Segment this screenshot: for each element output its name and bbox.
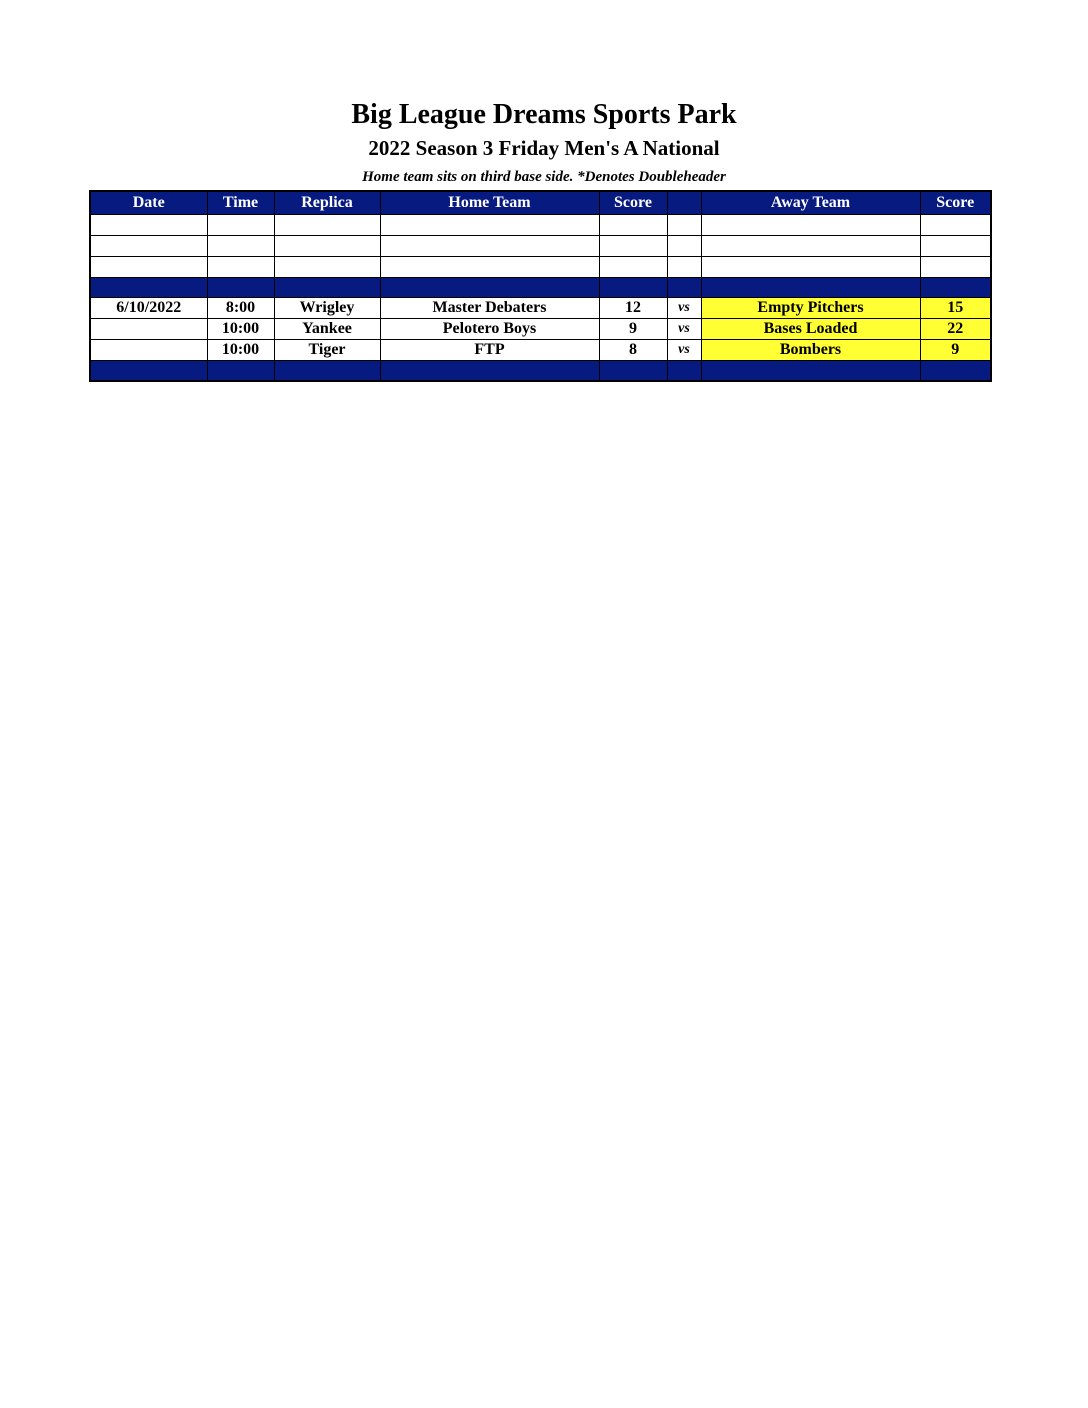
empty-cell: [90, 215, 207, 236]
vs-label: vs: [667, 319, 701, 340]
schedule-table: [89, 190, 992, 382]
empty-cell: [274, 257, 380, 278]
empty-cell: [667, 236, 701, 257]
home-team: Pelotero Boys: [380, 319, 599, 340]
empty-cell: [207, 257, 274, 278]
empty-cell: [667, 215, 701, 236]
table-header-row: [90, 191, 991, 215]
column-header-time: Time: [207, 191, 274, 215]
away-score: 22: [920, 319, 991, 340]
column-header-replica: Replica: [274, 191, 380, 215]
game-replica: Tiger: [274, 340, 380, 361]
band-cell: [920, 278, 991, 298]
separator-band: [90, 278, 991, 298]
column-header-home-team: Home Team: [380, 191, 599, 215]
column-header-away-score: Score: [920, 191, 991, 215]
band-cell: [90, 278, 207, 298]
game-row: [90, 340, 991, 361]
vs-label: vs: [667, 340, 701, 361]
column-header-date: Date: [90, 191, 207, 215]
vs-label: vs: [667, 298, 701, 319]
home-team: FTP: [380, 340, 599, 361]
band-cell: [667, 361, 701, 382]
empty-cell: [380, 215, 599, 236]
game-date: 6/10/2022: [90, 298, 207, 319]
empty-cell: [599, 257, 667, 278]
band-cell: [380, 278, 599, 298]
band-cell: [380, 361, 599, 382]
empty-cell: [599, 236, 667, 257]
game-row: [90, 298, 991, 319]
band-cell: [599, 278, 667, 298]
game-time: 8:00: [207, 298, 274, 319]
game-replica: Wrigley: [274, 298, 380, 319]
home-score: 12: [599, 298, 667, 319]
home-score: 8: [599, 340, 667, 361]
band-cell: [599, 361, 667, 382]
empty-cell: [701, 236, 920, 257]
game-date: [90, 340, 207, 361]
blank-row: [90, 215, 991, 236]
band-cell: [667, 278, 701, 298]
empty-cell: [920, 236, 991, 257]
empty-cell: [90, 236, 207, 257]
column-header-away-team: Away Team: [701, 191, 920, 215]
empty-cell: [599, 215, 667, 236]
game-time: 10:00: [207, 340, 274, 361]
empty-cell: [667, 257, 701, 278]
column-header-vs: [667, 191, 701, 215]
band-cell: [701, 278, 920, 298]
page-title: Big League Dreams Sports Park: [351, 99, 737, 130]
band-cell: [701, 361, 920, 382]
band-cell: [207, 278, 274, 298]
home-score: 9: [599, 319, 667, 340]
band-cell: [274, 361, 380, 382]
game-date: [90, 319, 207, 340]
empty-cell: [90, 257, 207, 278]
schedule-note: Home team sits on third base side. *Denotes Doubleheader: [362, 169, 726, 185]
empty-cell: [701, 257, 920, 278]
band-cell: [207, 361, 274, 382]
empty-cell: [274, 215, 380, 236]
band-cell: [920, 361, 991, 382]
empty-cell: [380, 257, 599, 278]
away-team: Bases Loaded: [701, 319, 920, 340]
separator-band: [90, 361, 991, 382]
game-row: [90, 319, 991, 340]
blank-row: [90, 236, 991, 257]
empty-cell: [920, 215, 991, 236]
away-score: 9: [920, 340, 991, 361]
empty-cell: [380, 236, 599, 257]
blank-row: [90, 257, 991, 278]
game-time: 10:00: [207, 319, 274, 340]
away-team: Empty Pitchers: [701, 298, 920, 319]
empty-cell: [207, 215, 274, 236]
empty-cell: [207, 236, 274, 257]
empty-cell: [274, 236, 380, 257]
band-cell: [274, 278, 380, 298]
empty-cell: [701, 215, 920, 236]
column-header-home-score: Score: [599, 191, 667, 215]
home-team: Master Debaters: [380, 298, 599, 319]
game-replica: Yankee: [274, 319, 380, 340]
page-subtitle: 2022 Season 3 Friday Men's A National: [368, 136, 720, 160]
empty-cell: [920, 257, 991, 278]
away-team: Bombers: [701, 340, 920, 361]
band-cell: [90, 361, 207, 382]
away-score: 15: [920, 298, 991, 319]
